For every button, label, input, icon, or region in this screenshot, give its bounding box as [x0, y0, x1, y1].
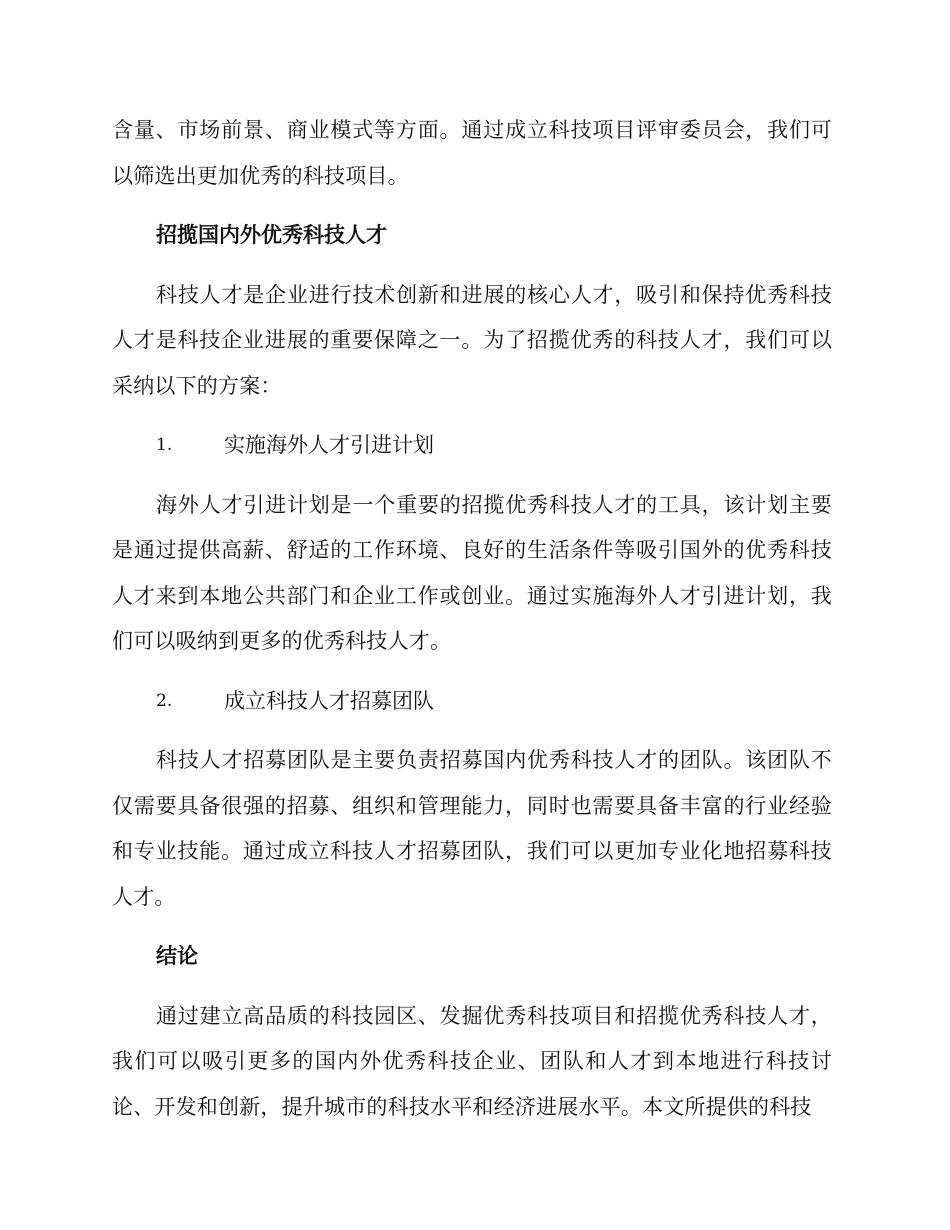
list-item-overseas-plan: [112, 423, 832, 469]
list-item-label: 实施海外人才引进计划: [224, 433, 434, 457]
paragraph-recruit-team: 科技人才招募团队是主要负责招募国内优秀科技人才的团队。该团队不仅需要具备很强的招募、组织和管理能力，同时也需要具备丰富的行业经验和专业技能。通过成立科技人才招募团队，我们可以更加专业化地招募科技人才。: [112, 748, 832, 909]
list-item-recruit-team: [112, 679, 832, 725]
paragraph-overseas-plan: 海外人才引进计划是一个重要的招揽优秀科技人才的工具，该计划主要是通过提供高薪、舒适的工作环境、良好的生活条件等吸引国外的优秀科技人才来到本地公共部门和企业工作或创业。通过实施海外人才引进计划，我们可以吸纳到更多的优秀科技人才。: [112, 492, 832, 653]
document-body: [112, 108, 832, 1130]
list-number: 1.: [156, 435, 173, 455]
section-heading-conclusion: 结论: [156, 944, 198, 968]
list-item-label: 成立科技人才招募团队: [224, 688, 434, 713]
paragraph-talent-intro: 科技人才是企业进行技术创新和进展的核心人才，吸引和保持优秀科技人才是科技企业进展的重要保障之一。为了招揽优秀的科技人才，我们可以采纳以下的方案：: [112, 282, 832, 398]
paragraph-project-review: 含量、市场前景、商业模式等方面。通过成立科技项目评审委员会，我们可以筛选出更加优秀的科技项目。: [112, 118, 832, 188]
paragraph-conclusion: 通过建立高品质的科技园区、发掘优秀科技项目和招揽优秀科技人才，我们可以吸引更多的国内外优秀科技企业、团队和人才到本地进行科技讨论、开发和创新，提升城市的科技水平和经济进展水平。本文所提供的科技: [112, 1003, 832, 1119]
list-number: 2.: [156, 690, 173, 711]
section-heading-talent: 招揽国内外优秀科技人才: [156, 223, 387, 247]
